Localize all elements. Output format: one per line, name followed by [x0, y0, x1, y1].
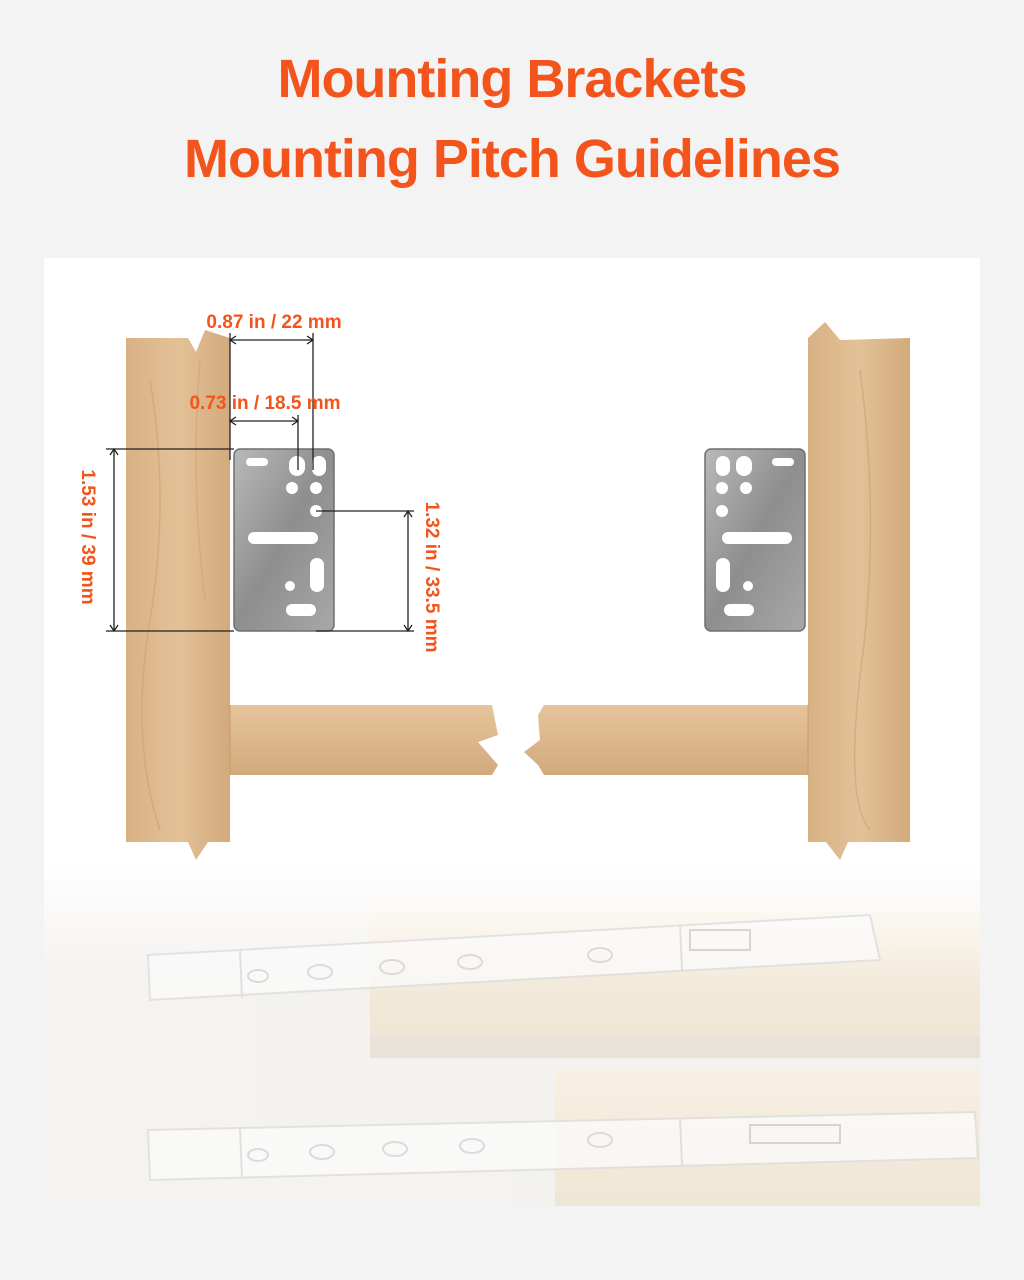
dimension-label-top-inner: 0.73 in / 18.5 mm	[189, 393, 341, 414]
dimension-label-right-height: 1.32 in / 33.5 mm	[421, 501, 442, 653]
dimension-label-left-height: 1.53 in / 39 mm	[77, 469, 98, 605]
bracket-right	[705, 449, 805, 631]
title-line-2: Mounting Pitch Guidelines	[184, 129, 840, 189]
dimension-label-top-outer: 0.87 in / 22 mm	[206, 312, 342, 333]
bracket-left	[234, 449, 334, 631]
title-line-1: Mounting Brackets	[277, 49, 747, 109]
